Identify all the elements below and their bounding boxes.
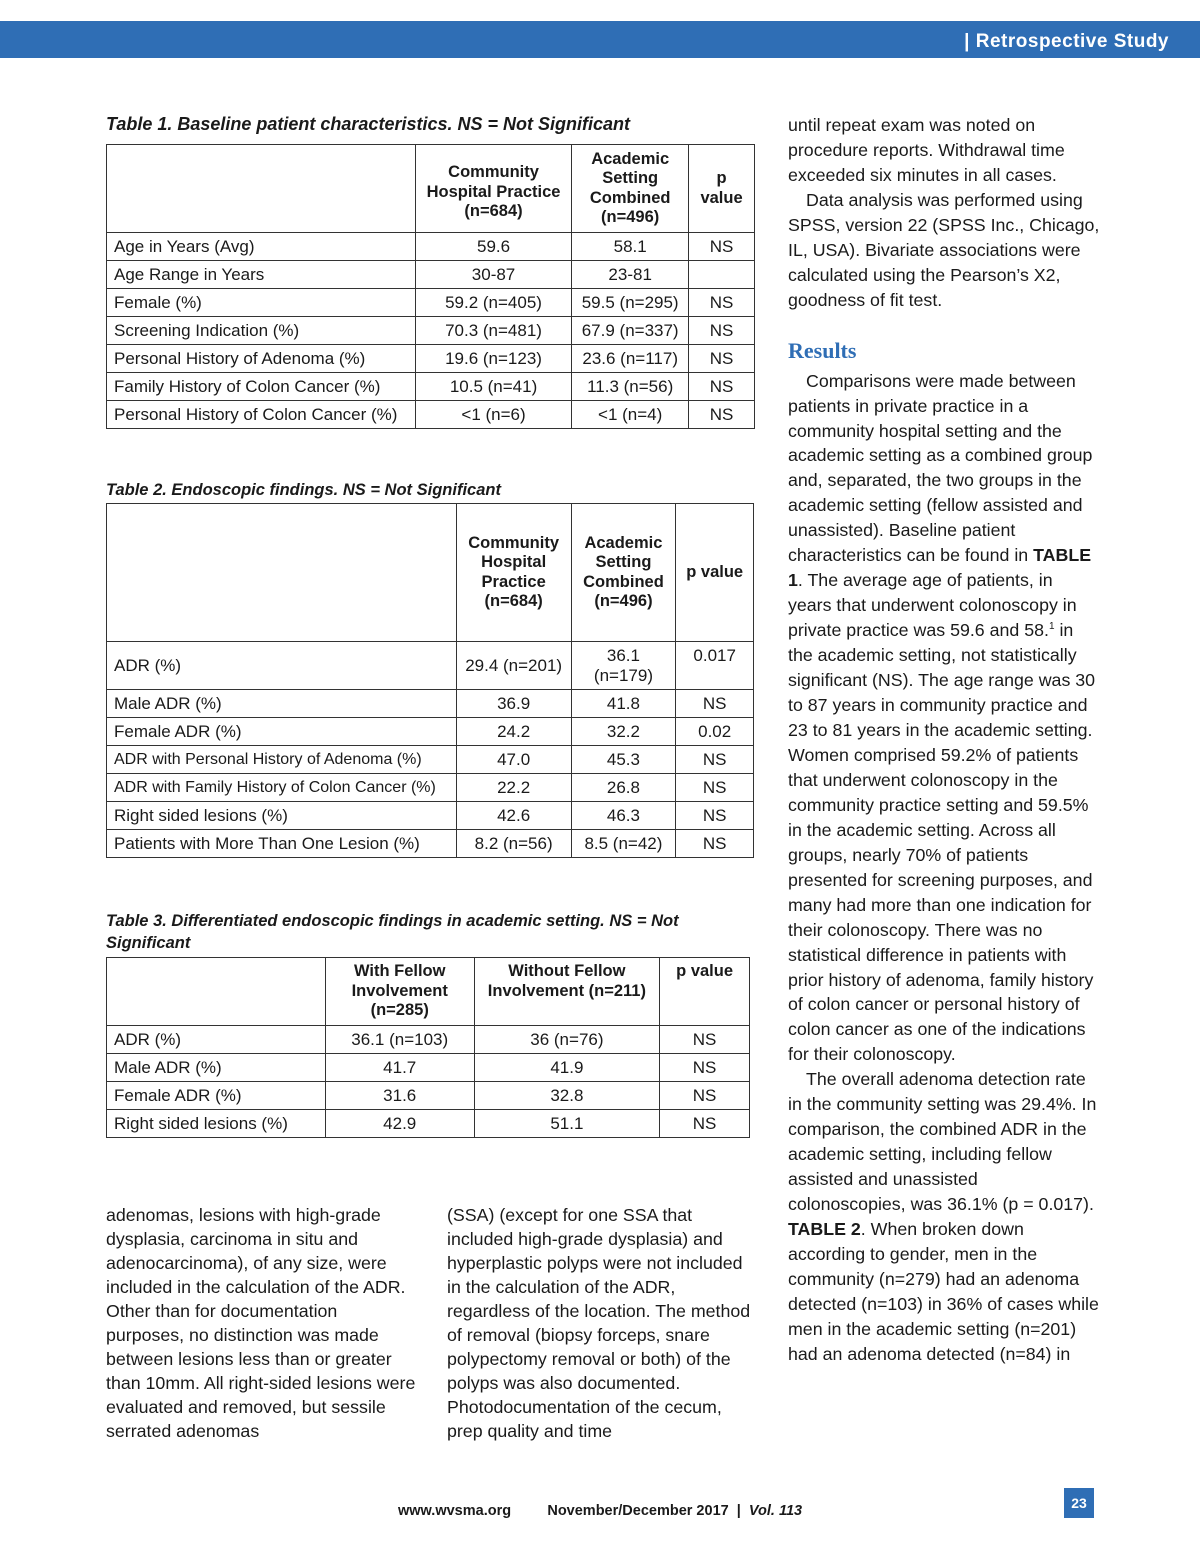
table2-header-cell: Academic Setting Combined (n=496) (571, 504, 676, 642)
table-cell: Personal History of Colon Cancer (%) (107, 401, 416, 429)
table-cell: NS (689, 373, 755, 401)
table-cell: 10.5 (n=41) (415, 373, 571, 401)
table-cell: 47.0 (456, 746, 571, 774)
table-cell: 36.1 (n=103) (325, 1026, 474, 1054)
section-label: | Retrospective Study (964, 31, 1169, 52)
table-cell: 31.6 (325, 1082, 474, 1110)
table-cell: Male ADR (%) (107, 690, 457, 718)
table-cell: NS (689, 289, 755, 317)
table1-header-cell (107, 145, 416, 233)
footnote-mark: 1 (1048, 621, 1055, 633)
table-cell: 59.5 (n=295) (572, 289, 689, 317)
body-column-1 (106, 1203, 416, 1443)
body-text: Comparisons were made between patients in private practice in a community hospital setting and the academic setting as a combined group and, separated, the two groups in the academic setting (fellow assisted and unassisted). Baseline patient characteristics can be found in (788, 370, 1093, 566)
table-cell: Age in Years (Avg) (107, 233, 416, 261)
table-cell: 8.5 (n=42) (571, 830, 676, 858)
table-cell: 30-87 (415, 261, 571, 289)
table1-header-cell: Community Hospital Practice (n=684) (415, 145, 571, 233)
table-cell: ADR with Personal History of Adenoma (%) (107, 746, 457, 774)
table-cell: Female ADR (%) (107, 1082, 326, 1110)
table-cell: NS (689, 401, 755, 429)
table-cell: Patients with More Than One Lesion (%) (107, 830, 457, 858)
table-cell: 41.7 (325, 1054, 474, 1082)
table1-header-row (107, 145, 755, 233)
table-cell: 58.1 (572, 233, 689, 261)
footer-volume: Vol. 113 (748, 1503, 803, 1519)
table-cell: 59.6 (415, 233, 571, 261)
footer-website: www.wvsma.org (398, 1503, 512, 1519)
body-paragraph: adenomas, lesions with high-grade dysplasia, carcinoma in situ and adenocarcinoma), of any size, were included in the calculation of the ADR. Other than for documentation purposes, no distinction was made between lesions less than or greater than 10mm. All right-sided lesions were evaluated and removed, but sessile serrated adenomas (106, 1205, 416, 1441)
table-cell: ADR with Family History of Colon Cancer (%) (107, 774, 457, 802)
table2-header-cell: p value (676, 504, 754, 642)
body-paragraph (788, 369, 1100, 1068)
body-paragraph: (SSA) (except for one SSA that included high-grade dysplasia) and hyperplastic polyps were not included in the calculation of the ADR, regardless of the location. The method of removal (biopsy forceps, snare polypectomy removal or both) of the polyps was also documented. Photodocumentation of the cecum, prep quality and time (447, 1205, 751, 1441)
table-cell: 46.3 (571, 802, 676, 830)
table-cell: ADR (%) (107, 642, 457, 690)
table-cell: 45.3 (571, 746, 676, 774)
table-row (107, 1054, 750, 1082)
table-row (107, 690, 754, 718)
footer (398, 1503, 802, 1519)
table-cell: NS (660, 1054, 750, 1082)
table-row (107, 233, 755, 261)
table-cell (689, 261, 755, 289)
table-row (107, 261, 755, 289)
body-paragraph (788, 1067, 1100, 1366)
table-cell: <1 (n=4) (572, 401, 689, 429)
table2-header-cell (107, 504, 457, 642)
table-cell: 32.8 (474, 1082, 660, 1110)
body-text: in the academic setting, not statistically significant (NS). The age range was 30 to 87 years in community practice and 23 to 81 years in the academic setting. Women comprised 59.2% of patients that underwent colonoscopy in the community practice setting and 59.5% in the academic setting. Across all groups, nearly 70% of patients presented for screening purposes, and many had more than one indication for their colonoscopy. There was no statistical difference in patients with prior history of adenoma, family history of colon cancer or personal history of colon cancer as one of the indications for their colonoscopy. (788, 620, 1096, 1065)
table-cell: 24.2 (456, 718, 571, 746)
table-cell: NS (660, 1082, 750, 1110)
table-row (107, 1026, 750, 1054)
table-row (107, 718, 754, 746)
table-cell: NS (689, 345, 755, 373)
table-cell: 51.1 (474, 1110, 660, 1138)
table-cell: 26.8 (571, 774, 676, 802)
table-cell: Right sided lesions (%) (107, 802, 457, 830)
footer-separator: | (736, 1503, 741, 1519)
table-row (107, 401, 755, 429)
table-cell: 23.6 (n=117) (572, 345, 689, 373)
table-cell: Personal History of Adenoma (%) (107, 345, 416, 373)
table-row (107, 317, 755, 345)
table-cell: 41.9 (474, 1054, 660, 1082)
table3-header-cell: With Fellow Involvement (n=285) (325, 958, 474, 1026)
table-cell: NS (676, 830, 754, 858)
table-row (107, 774, 754, 802)
table-row (107, 289, 755, 317)
table-row (107, 802, 754, 830)
table-cell: NS (676, 802, 754, 830)
table-row (107, 1110, 750, 1138)
table-cell: 11.3 (n=56) (572, 373, 689, 401)
table-cell: Screening Indication (%) (107, 317, 416, 345)
table2-reference: TABLE 2 (788, 1219, 861, 1240)
table1 (106, 144, 755, 429)
table-cell: NS (676, 690, 754, 718)
table3 (106, 957, 750, 1138)
table-cell: 36.1 (n=179) (571, 642, 676, 690)
table-cell: Male ADR (%) (107, 1054, 326, 1082)
table-cell: 19.6 (n=123) (415, 345, 571, 373)
body-paragraph: until repeat exam was noted on procedure reports. Withdrawal time exceeded six minutes in all cases. (788, 115, 1065, 185)
table-cell: 67.9 (n=337) (572, 317, 689, 345)
table-row (107, 1082, 750, 1110)
table-cell: Family History of Colon Cancer (%) (107, 373, 416, 401)
table-cell: NS (676, 746, 754, 774)
table-cell: 59.2 (n=405) (415, 289, 571, 317)
body-paragraph: Data analysis was performed using SPSS, version 22 (SPSS Inc., Chicago, IL, USA). Bivariate associations were calculated using the Pearson’s X2, goodness of fit test. (788, 189, 1100, 310)
table-row (107, 642, 754, 690)
table-cell: 22.2 (456, 774, 571, 802)
table-cell: 0.02 (676, 718, 754, 746)
table-cell: 29.4 (n=201) (456, 642, 571, 690)
table-cell: 32.2 (571, 718, 676, 746)
table-row (107, 746, 754, 774)
page-number: 23 (1064, 1488, 1094, 1518)
table1-reference: TABLE 1 (788, 545, 1092, 591)
table3-header-row (107, 958, 750, 1026)
table3-caption: Table 3. Differentiated endoscopic findings in academic setting. NS = Not Significant (106, 912, 679, 952)
table-cell: <1 (n=6) (415, 401, 571, 429)
table1-caption: Table 1. Baseline patient characteristics. NS = Not Significant (106, 114, 630, 134)
body-text: The overall adenoma detection rate in the community setting was 29.4%. In comparison, the combined ADR in the academic setting, including fellow assisted and unassisted colonoscopies, was 36.1% (p = 0.017). (788, 1069, 1097, 1215)
table-row (107, 373, 755, 401)
table-cell: 42.6 (456, 802, 571, 830)
body-column-2 (447, 1203, 757, 1443)
table-row (107, 345, 755, 373)
table-cell: 0.017 (676, 642, 754, 690)
table2-header-cell: Community Hospital Practice (n=684) (456, 504, 571, 642)
body-text: . When broken down according to gender, men in the community (n=279) had an adenoma detected (n=103) in 36% of cases while men in the academic setting (n=201) had an adenoma detected (n=84) in (788, 1219, 1099, 1364)
table-cell: 41.8 (571, 690, 676, 718)
table-row (107, 830, 754, 858)
table-cell: Right sided lesions (%) (107, 1110, 326, 1138)
table-cell: 36.9 (456, 690, 571, 718)
footer-issue: November/December 2017 (547, 1503, 729, 1519)
table1-header-cell: Academic Setting Combined (n=496) (572, 145, 689, 233)
table-cell: NS (676, 774, 754, 802)
table1-header-cell: p value (689, 145, 755, 233)
table-cell: 8.2 (n=56) (456, 830, 571, 858)
table3-header-cell: Without Fellow Involvement (n=211) (474, 958, 660, 1026)
table-cell: 23-81 (572, 261, 689, 289)
table-cell: Female (%) (107, 289, 416, 317)
table2-header-row (107, 504, 754, 642)
table3-header-cell (107, 958, 326, 1026)
body-text: . The average age of patients, in years that underwent colonoscopy in private practice was 59.6 and 58. (788, 570, 1077, 641)
table-cell: NS (689, 233, 755, 261)
table-cell: 42.9 (325, 1110, 474, 1138)
table-cell: Female ADR (%) (107, 718, 457, 746)
table-cell: Age Range in Years (107, 261, 416, 289)
results-heading: Results (788, 337, 857, 363)
body-column-3 (788, 113, 1100, 1367)
table-cell: ADR (%) (107, 1026, 326, 1054)
table-cell: NS (689, 317, 755, 345)
table-cell: NS (660, 1026, 750, 1054)
table-cell: 36 (n=76) (474, 1026, 660, 1054)
table-cell: NS (660, 1110, 750, 1138)
table3-header-cell: p value (660, 958, 750, 1026)
table2-caption: Table 2. Endoscopic findings. NS = Not Significant (106, 481, 501, 499)
table2 (106, 503, 754, 858)
table-cell: 70.3 (n=481) (415, 317, 571, 345)
